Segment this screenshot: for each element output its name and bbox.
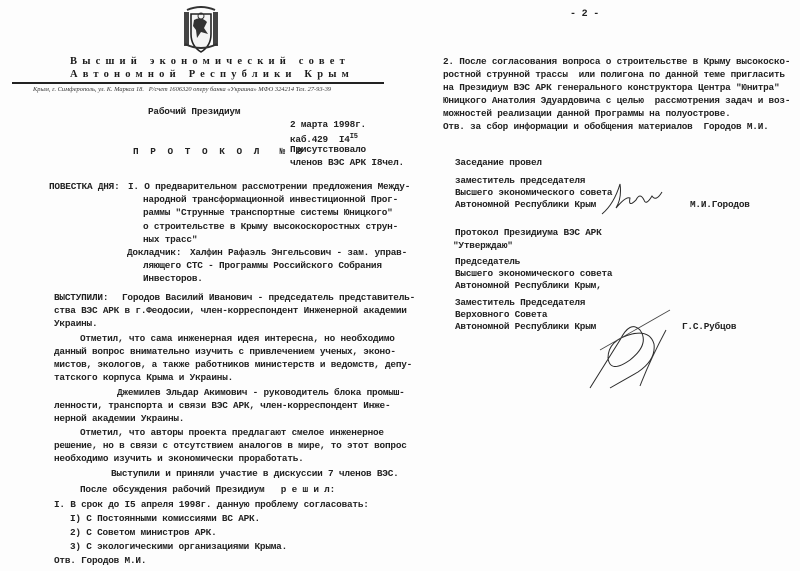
- approval-line2: "Утверждаю": [453, 240, 513, 251]
- org-name-line1: Высший экономический совет: [70, 56, 350, 67]
- spoke-line: Украины.: [54, 318, 98, 329]
- protocol-time-minutes: I5: [349, 133, 358, 141]
- spoke-line: Городов Василий Иванович - председатель представитель-: [122, 292, 415, 303]
- chaired-line: Высшего экономического совета: [455, 187, 613, 198]
- present-count: членов ВЭС АРК I8чел.: [290, 157, 404, 168]
- page-2: [405, 0, 800, 571]
- agenda-line: I. О предварительном рассмотрении предложения Между-: [128, 181, 411, 192]
- chaired-line: Автономной Республики Крым: [455, 199, 597, 210]
- chaired-name: М.И.Городов: [690, 199, 750, 210]
- speaker2-line: нерной академии Украины.: [54, 413, 185, 424]
- note1-line: татского корпуса Крыма и Украины.: [54, 372, 234, 383]
- signature-gorodov-icon: [600, 178, 670, 218]
- item2-line: 2. После согласования вопроса о строительстве в Крыму высокоско-: [443, 56, 791, 67]
- note1-line: мистов, экологов, а также работников министерств и ведомств, депу-: [54, 359, 413, 370]
- letterhead-rule: [12, 82, 384, 84]
- item2-line: ростной струнной трассы или полигона по данной теме пригласить: [443, 69, 785, 80]
- speaker2-line: ленности, транспорта и связи ВЭС АРК, член-корреспондент Инже-: [54, 400, 391, 411]
- agenda-line: о строительстве в Крыму высокоскоростных струн-: [143, 221, 399, 232]
- approval-chair-line: Председатель: [455, 256, 521, 267]
- chaired-line: заместитель председателя: [455, 175, 586, 186]
- approval-deputy-line: Верховного Совета: [455, 309, 548, 320]
- agenda-label: ПОВЕСТКА ДНЯ:: [49, 181, 120, 192]
- speaker-label: Докладчик:: [127, 247, 182, 258]
- item2-line: можностей реализации данной Программы на полуострове.: [443, 108, 731, 119]
- org-name-line2: Автономной Республики Крым: [70, 69, 355, 80]
- approval-line1: Протокол Президиума ВЭС АРК: [455, 227, 602, 238]
- note1-line: Отметил, что сама инженерная идея интересна, но необходимо: [80, 333, 395, 344]
- body-title: Рабочий Президиум: [148, 106, 241, 117]
- agenda-line: раммы "Струнные транспортные системы Юницкого": [143, 207, 393, 218]
- participants-line: Выступили и приняли участие в дискуссии 7 членов ВЭС.: [111, 468, 399, 479]
- speaker-line: ляющего СТС - Программы Российского Собрания: [143, 260, 382, 271]
- speaker-line: Инвесторов.: [143, 273, 203, 284]
- note2-line: Отметил, что авторы проекта предлагают смелое инженерное: [80, 427, 384, 438]
- agenda-line: народной трансформационной инвестиционной Прог-: [143, 194, 399, 205]
- present-label: Присутствовало: [290, 144, 366, 155]
- item2-responsible: Отв. за сбор информации и обобщения материалов Городов М.И.: [443, 121, 769, 132]
- agenda-line: ных трасс": [143, 234, 198, 245]
- note1-line: данный вопрос внимательно изучить с привлечением ученых, эконо-: [54, 346, 396, 357]
- approval-deputy-line: Заместитель Председателя: [455, 297, 586, 308]
- decision-intro: После обсуждения рабочий Президиум р е ш и л:: [80, 484, 336, 495]
- approval-chair-line: Автономной Республики Крым,: [455, 280, 602, 291]
- decision-item-1: I. В срок до I5 апреля 1998г. данную проблему согласовать:: [54, 499, 369, 510]
- org-address: Крым, г. Симферополь, ул. К. Маркса 18. Р/счет 1606320 опеpу банка «Украина» МФО 324214 Тел. 27-93-39: [33, 86, 332, 93]
- item2-line: на Президиум ВЭС АРК генерального конструктора Центра "Юнитра": [443, 82, 780, 93]
- approval-chair-line: Высшего экономического совета: [455, 268, 613, 279]
- spoke-label: ВЫСТУПИЛИ:: [54, 292, 109, 303]
- approval-name: Г.С.Рубцов: [682, 321, 737, 332]
- chaired-label: Заседание провел: [455, 157, 542, 168]
- speaker-line: Халфин Рафаэль Энгельсович - зам. управ-: [190, 247, 408, 258]
- protocol-date: 2 марта 1998г.: [290, 119, 366, 130]
- speaker2-line: Джемилев Эльдар Акимович - руководитель блока промыш-: [117, 387, 405, 398]
- decision-responsible: Отв. Городов М.И.: [54, 555, 147, 566]
- page-number: - 2 -: [570, 9, 600, 20]
- decision-subitem: 3) С экологическими организациями Крыма.: [70, 541, 288, 552]
- signature-rubtsov-icon: [580, 300, 680, 390]
- decision-subitem: I) С Постоянными комиссиями ВС АРК.: [70, 513, 260, 524]
- protocol-title: П Р О Т О К О Л № 8: [133, 146, 306, 157]
- protocol-room: каб.429 $I4^{I5}$: [290, 133, 358, 146]
- note2-line: необходимо изучить и экономически проработать.: [54, 453, 304, 464]
- spoke-line: ства ВЭС АРК в г.Феодосии, член-корреспондент Инженерной академии: [54, 305, 407, 316]
- note2-line: решение, но в связи с отсутствием аналогов в мире, то этот вопрос: [54, 440, 407, 451]
- approval-deputy-line: Автономной Республики Крым: [455, 321, 597, 332]
- coat-of-arms-icon: [181, 6, 221, 54]
- decision-subitem: 2) С Советом министров АРК.: [70, 527, 217, 538]
- item2-line: Юницкого Анатолия Эдуардовича с целью рассмотрения задач и воз-: [443, 95, 791, 106]
